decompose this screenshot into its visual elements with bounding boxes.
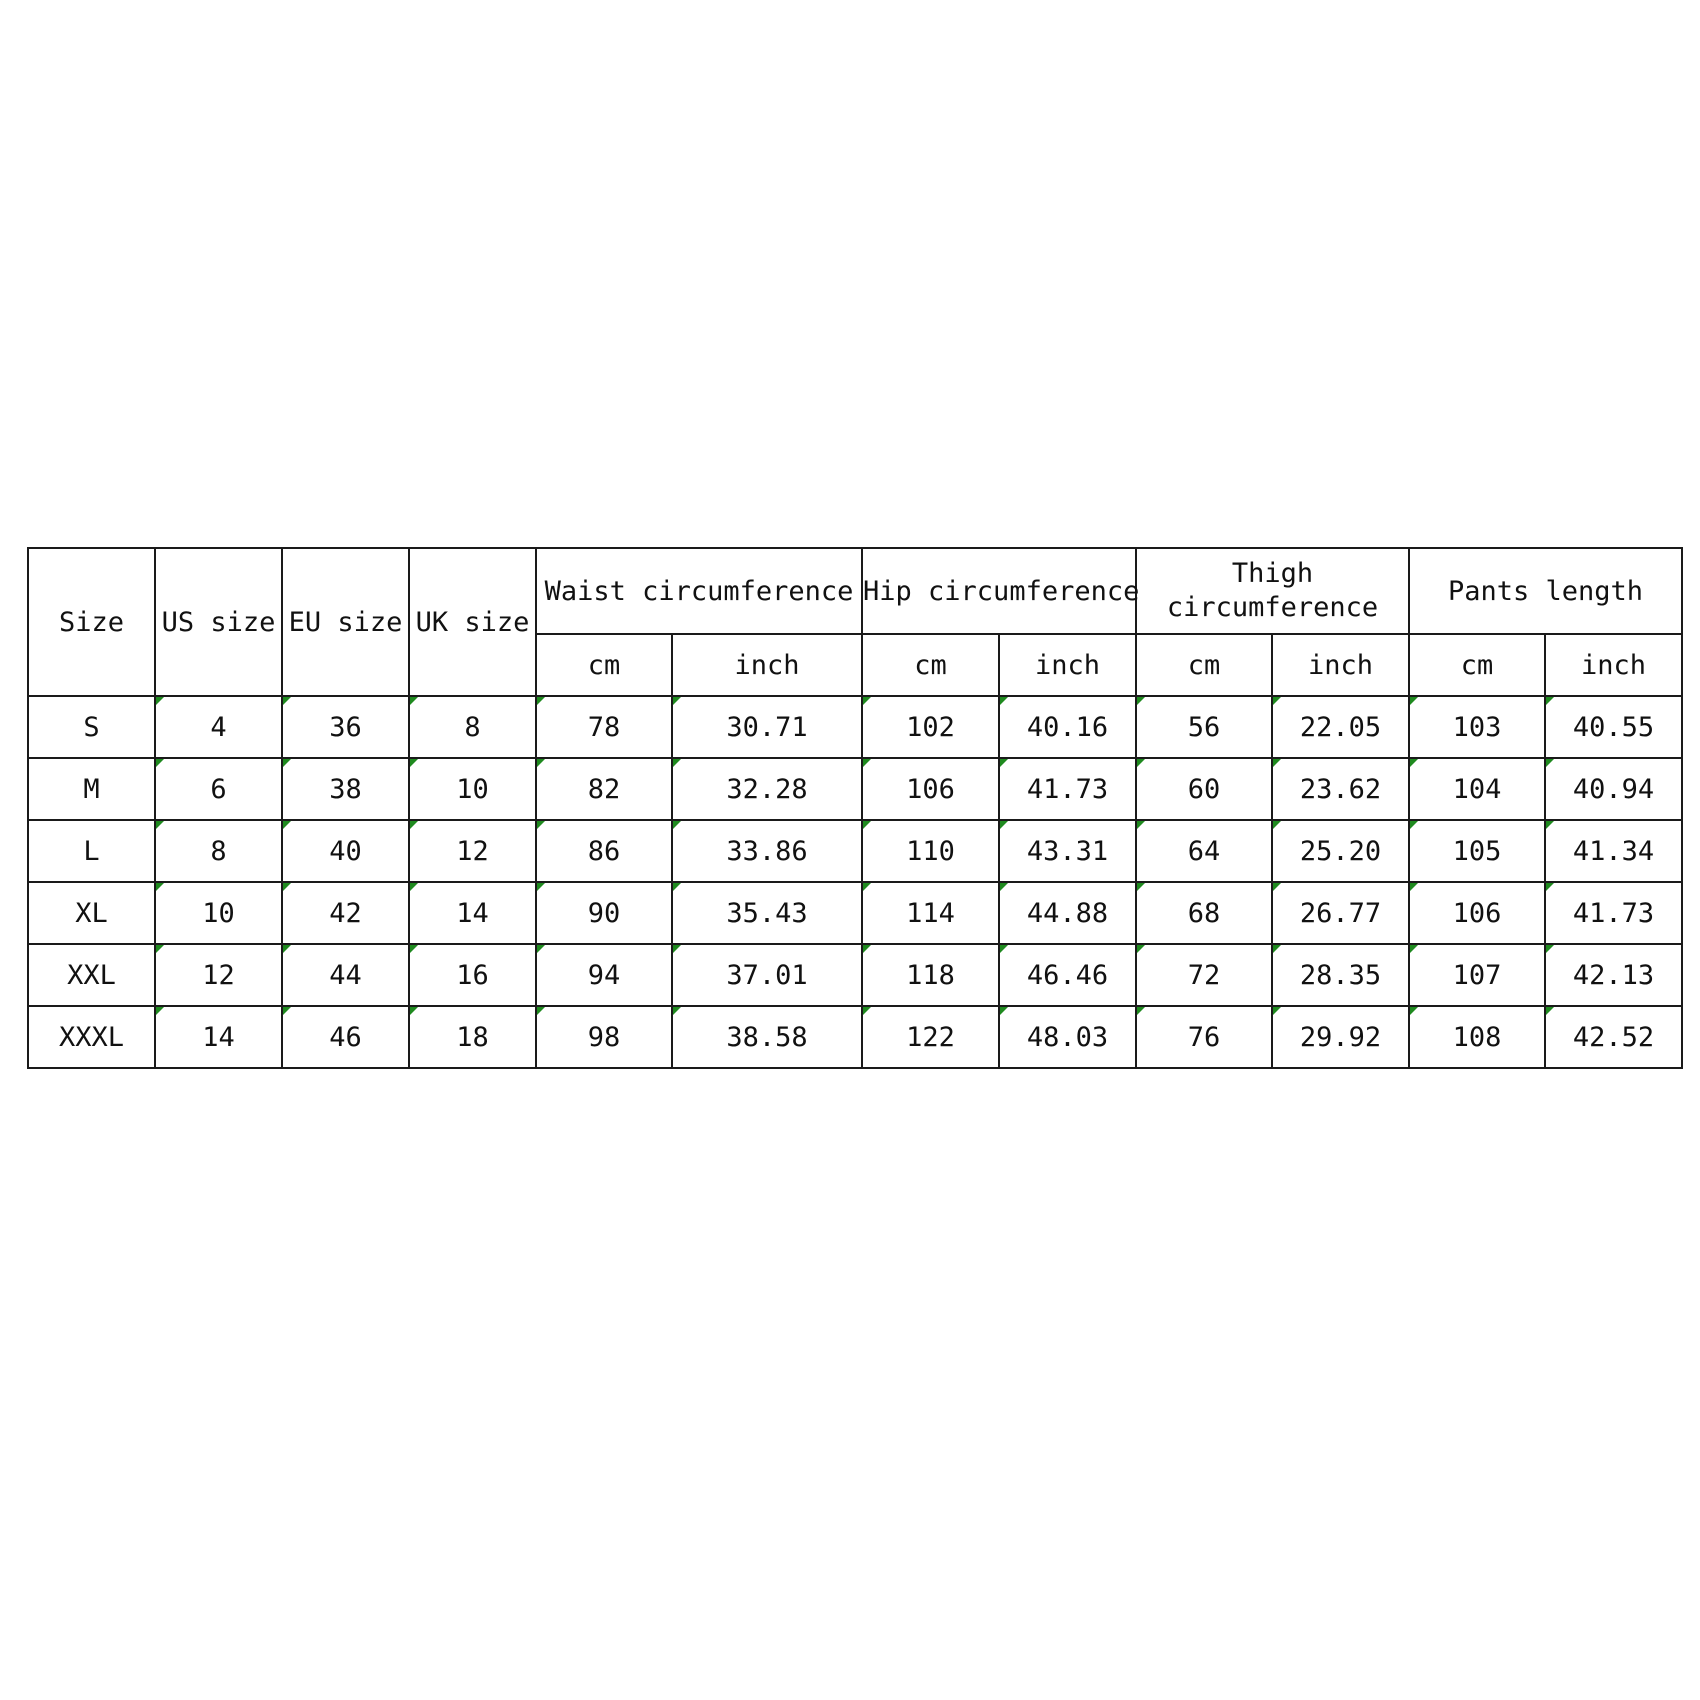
- table-row: [28, 1006, 1682, 1068]
- header-hip-circumference: Hip circumference: [862, 548, 1136, 634]
- cell-eu-size: 38: [282, 758, 409, 820]
- cell-hip-cm: 118: [862, 944, 999, 1006]
- cell-eu-size: 40: [282, 820, 409, 882]
- cell-waist-cm: 78: [536, 696, 672, 758]
- cell-size-label: M: [28, 758, 155, 820]
- cell-eu-size: 42: [282, 882, 409, 944]
- cell-hip-cm: 122: [862, 1006, 999, 1068]
- table-row: [28, 696, 1682, 758]
- cell-hip-inch: 40.16: [999, 696, 1136, 758]
- cell-us-size: 12: [155, 944, 282, 1006]
- table-row: [28, 820, 1682, 882]
- cell-pants-inch: 41.73: [1545, 882, 1682, 944]
- cell-pants-inch: 42.13: [1545, 944, 1682, 1006]
- cell-thigh-cm: 76: [1136, 1006, 1272, 1068]
- cell-thigh-inch: 22.05: [1272, 696, 1409, 758]
- cell-hip-cm: 114: [862, 882, 999, 944]
- header-uk-size: UK size: [409, 548, 536, 696]
- cell-waist-inch: 33.86: [672, 820, 862, 882]
- cell-pants-inch: 42.52: [1545, 1006, 1682, 1068]
- header-eu-size: EU size: [282, 548, 409, 696]
- cell-waist-inch: 37.01: [672, 944, 862, 1006]
- unit-waist-cm: cm: [536, 634, 672, 696]
- cell-uk-size: 12: [409, 820, 536, 882]
- cell-waist-inch: 30.71: [672, 696, 862, 758]
- unit-hip-inch: inch: [999, 634, 1136, 696]
- cell-hip-inch: 48.03: [999, 1006, 1136, 1068]
- cell-hip-cm: 106: [862, 758, 999, 820]
- cell-thigh-inch: 29.92: [1272, 1006, 1409, 1068]
- cell-thigh-inch: 23.62: [1272, 758, 1409, 820]
- cell-uk-size: 10: [409, 758, 536, 820]
- cell-size-label: XL: [28, 882, 155, 944]
- cell-waist-inch: 35.43: [672, 882, 862, 944]
- cell-thigh-cm: 56: [1136, 696, 1272, 758]
- table-row: [28, 944, 1682, 1006]
- cell-thigh-inch: 25.20: [1272, 820, 1409, 882]
- cell-waist-inch: 32.28: [672, 758, 862, 820]
- cell-size-label: S: [28, 696, 155, 758]
- cell-waist-cm: 94: [536, 944, 672, 1006]
- cell-thigh-cm: 64: [1136, 820, 1272, 882]
- cell-us-size: 14: [155, 1006, 282, 1068]
- cell-uk-size: 18: [409, 1006, 536, 1068]
- cell-size-label: L: [28, 820, 155, 882]
- unit-waist-inch: inch: [672, 634, 862, 696]
- cell-uk-size: 14: [409, 882, 536, 944]
- cell-uk-size: 16: [409, 944, 536, 1006]
- cell-hip-inch: 43.31: [999, 820, 1136, 882]
- unit-pants-inch: inch: [1545, 634, 1682, 696]
- cell-hip-cm: 102: [862, 696, 999, 758]
- cell-thigh-inch: 26.77: [1272, 882, 1409, 944]
- header-thigh-circumference: Thigh circumference: [1136, 548, 1409, 634]
- cell-us-size: 10: [155, 882, 282, 944]
- unit-hip-cm: cm: [862, 634, 999, 696]
- size-chart-table: [27, 547, 1683, 1069]
- cell-pants-cm: 108: [1409, 1006, 1545, 1068]
- unit-thigh-cm: cm: [1136, 634, 1272, 696]
- cell-waist-cm: 86: [536, 820, 672, 882]
- cell-pants-cm: 107: [1409, 944, 1545, 1006]
- cell-pants-inch: 40.94: [1545, 758, 1682, 820]
- unit-thigh-inch: inch: [1272, 634, 1409, 696]
- header-waist-circumference: Waist circumference: [536, 548, 862, 634]
- cell-uk-size: 8: [409, 696, 536, 758]
- cell-pants-inch: 40.55: [1545, 696, 1682, 758]
- unit-pants-cm: cm: [1409, 634, 1545, 696]
- header-row: [28, 548, 1682, 634]
- header-us-size: US size: [155, 548, 282, 696]
- cell-size-label: XXXL: [28, 1006, 155, 1068]
- cell-eu-size: 44: [282, 944, 409, 1006]
- cell-waist-inch: 38.58: [672, 1006, 862, 1068]
- cell-pants-cm: 106: [1409, 882, 1545, 944]
- cell-hip-cm: 110: [862, 820, 999, 882]
- cell-pants-cm: 104: [1409, 758, 1545, 820]
- cell-pants-inch: 41.34: [1545, 820, 1682, 882]
- cell-us-size: 4: [155, 696, 282, 758]
- cell-hip-inch: 44.88: [999, 882, 1136, 944]
- header-size: Size: [28, 548, 155, 696]
- cell-size-label: XXL: [28, 944, 155, 1006]
- table-row: [28, 882, 1682, 944]
- cell-thigh-cm: 60: [1136, 758, 1272, 820]
- cell-us-size: 8: [155, 820, 282, 882]
- cell-eu-size: 36: [282, 696, 409, 758]
- cell-thigh-cm: 68: [1136, 882, 1272, 944]
- cell-hip-inch: 46.46: [999, 944, 1136, 1006]
- table-row: [28, 758, 1682, 820]
- cell-hip-inch: 41.73: [999, 758, 1136, 820]
- cell-us-size: 6: [155, 758, 282, 820]
- cell-eu-size: 46: [282, 1006, 409, 1068]
- cell-thigh-inch: 28.35: [1272, 944, 1409, 1006]
- cell-waist-cm: 82: [536, 758, 672, 820]
- cell-pants-cm: 103: [1409, 696, 1545, 758]
- cell-waist-cm: 90: [536, 882, 672, 944]
- cell-pants-cm: 105: [1409, 820, 1545, 882]
- cell-thigh-cm: 72: [1136, 944, 1272, 1006]
- cell-waist-cm: 98: [536, 1006, 672, 1068]
- header-pants-length: Pants length: [1409, 548, 1682, 634]
